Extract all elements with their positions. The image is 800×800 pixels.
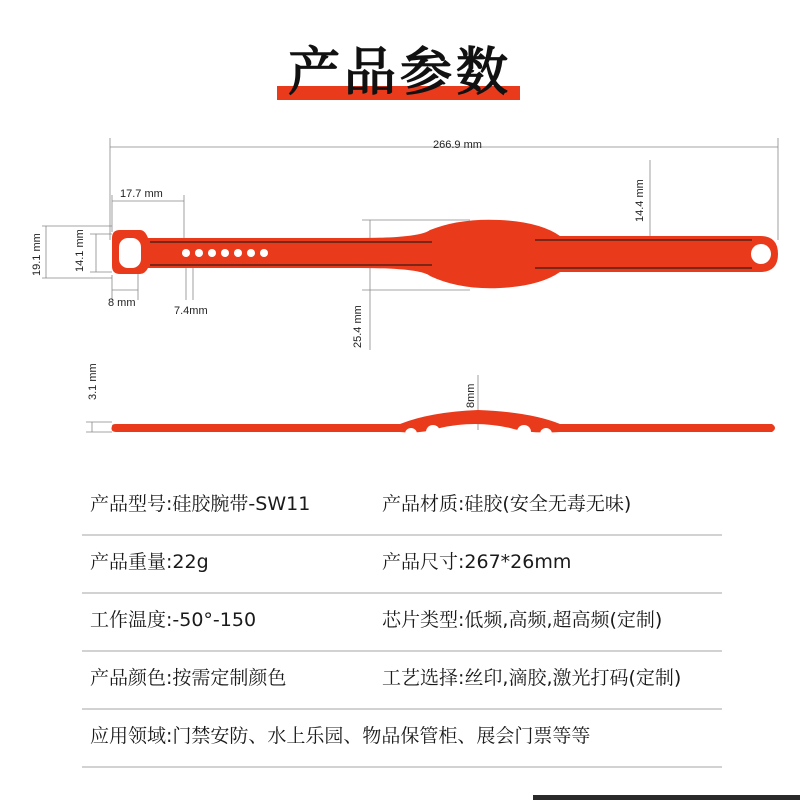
dim-center-thickness: 8mm — [465, 383, 477, 408]
spec-row — [82, 594, 722, 652]
dim-total-length: 266.9 mm — [433, 139, 482, 151]
dim-buckle-offset: 17.7 mm — [120, 188, 163, 200]
dim-center-width: 25.4 mm — [352, 305, 364, 348]
spec-material: 产品材质:硅胶(安全无毒无味) — [382, 493, 632, 515]
spec-temperature: 工作温度:-50°-150 — [90, 609, 257, 631]
spec-row — [82, 652, 722, 710]
spec-process: 工艺选择:丝印,滴胶,激光打码(定制) — [382, 667, 682, 689]
spec-chip-type: 芯片类型:低频,高频,超高频(定制) — [382, 609, 663, 631]
bottom-edge-strip — [533, 795, 800, 800]
spec-application: 应用领域:门禁安防、水上乐园、物品保管柜、展会门票等等 — [90, 725, 591, 747]
spec-row — [82, 710, 722, 768]
wristband-diagram — [0, 120, 800, 450]
dim-hole-width: 8 mm — [108, 297, 136, 309]
spec-row — [82, 478, 722, 536]
spec-size: 产品尺寸:267*26mm — [382, 551, 572, 573]
dim-end-inner-height: 14.1 mm — [74, 229, 86, 272]
spec-weight: 产品重量:22g — [90, 551, 209, 573]
dim-strap-width: 14.4 mm — [634, 179, 646, 222]
spec-color: 产品颜色:按需定制颜色 — [90, 667, 287, 689]
dim-hole-spacing: 7.4mm — [174, 305, 208, 317]
spec-model: 产品型号:硅胶腕带-SW11 — [90, 493, 311, 515]
dim-thickness: 3.1 mm — [87, 363, 99, 400]
spec-row — [82, 536, 722, 594]
dim-end-height: 19.1 mm — [31, 233, 43, 276]
page-title: 产品参数 — [287, 43, 512, 103]
title-area — [0, 38, 800, 108]
